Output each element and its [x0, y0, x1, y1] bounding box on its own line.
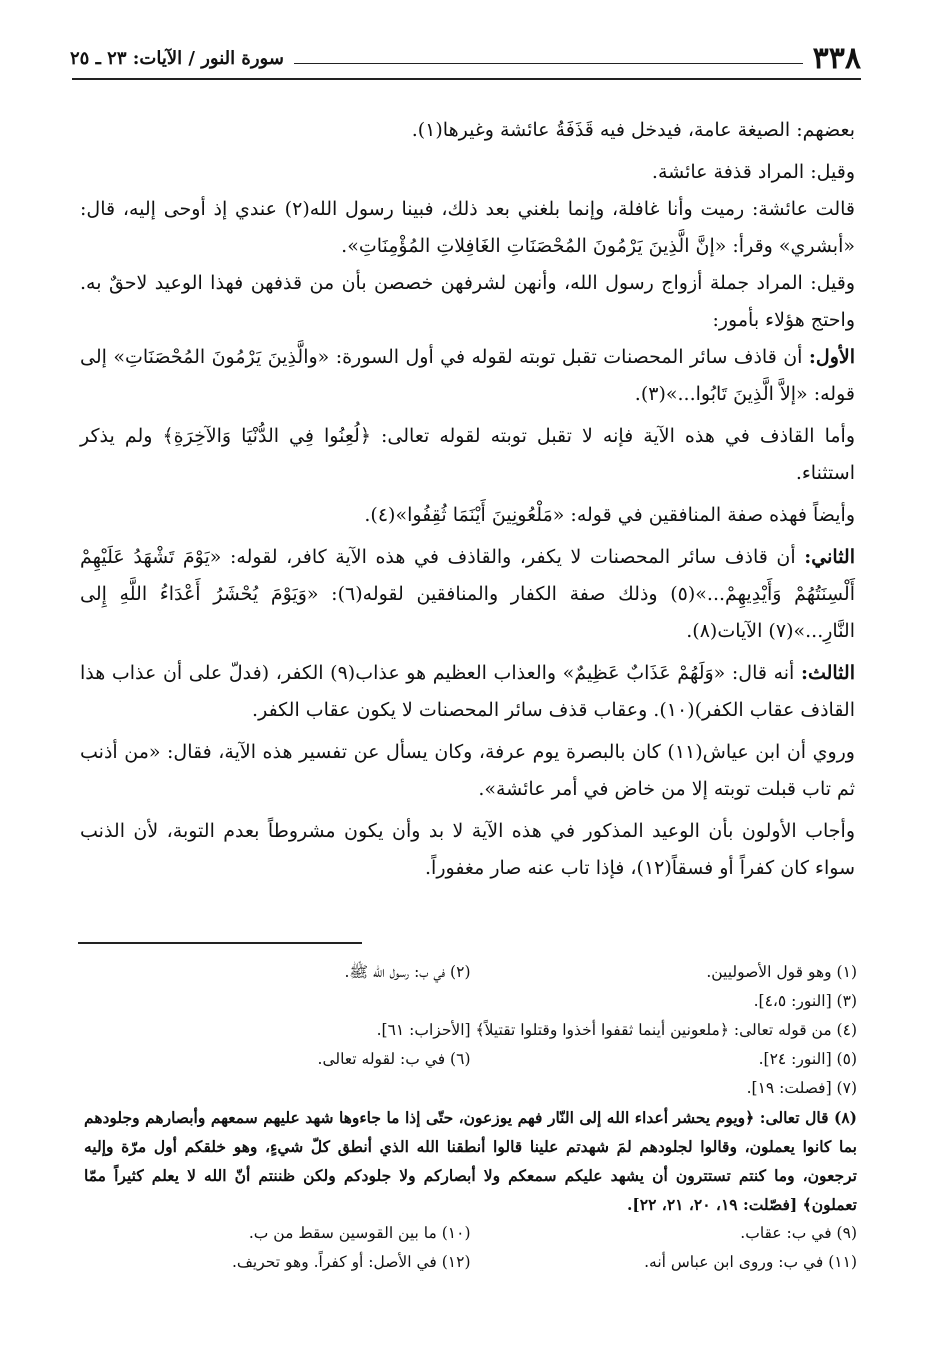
paragraph-1: بعضهم: الصيغة عامة، فيدخل فيه قَذَفَةُ عائشة وغيرها(١). — [411, 119, 855, 141]
footnote-3: (٣) [النور: ٤،٥]. — [753, 992, 857, 1010]
paragraph-8-text: أن قاذف سائر المحصنات لا يكفر، والقاذف في هذه الآية كافر، لقوله: «يَوْمَ تَشْهَدُ عَلَيْهِمْ أَلْسِنَتُهُمْ وَأَيْدِيهِمْ...»(٥) وذلك صفة الكفار والمنافقين لقوله(٦): «وَيَوْمَ يُحْشَرُ أَعْدَاءُ اللَّهِ إِلى النَّارِ...»(٧) الآيات(٨). — [80, 546, 855, 642]
paragraph-5 — [80, 339, 855, 413]
footnote-12: (١٢) في الأصل: أو كفراً. وهو تحريف. — [231, 1253, 471, 1271]
footnote-9: (٩) في ب: عقاب. — [740, 1224, 857, 1242]
paragraph-2: وقيل: المراد قذفة عائشة. — [651, 161, 855, 183]
footnote-row — [84, 958, 857, 987]
paragraph-5-text: أن قاذف سائر المحصنات تقبل توبته لقوله في أول السورة: «والَّذِينَ يَرْمُونَ المُحْصَنَاتِ» إلى قوله: «إلاَّ الَّذِينَ تَابُوا...»(٣). — [80, 346, 855, 405]
footnote-11: (١١) في ب: وروى ابن عباس أنه. — [644, 1253, 857, 1271]
footnote-1: (١) وهو قول الأصوليين. — [706, 963, 857, 981]
paragraph-10: وروي أن ابن عياش(١١) كان بالبصرة يوم عرفة، وكان يسأل عن تفسير هذه الآية، فقال: «من أذنب ثم تاب قبلت توبته إلا من خاض في أمر عائشة». — [80, 741, 855, 800]
footnote-7: (٧) [فصلت: ١٩]. — [746, 1079, 857, 1097]
footnote-5: (٥) [النور: ٢٤]. — [758, 1050, 857, 1068]
paragraph-7: وأيضاً فهذه صفة المنافقين في قوله: «مَلْعُونِينَ أَيْنَمَا ثُقِفُوا»(٤). — [364, 504, 855, 526]
footnote-4: (٤) من قوله تعالى: ﴿ملعونين أينما ثقفوا أخذوا وقتلوا تقتيلاً﴾ [الأحزاب: ٦١]. — [376, 1021, 857, 1039]
footnote-row — [84, 1248, 857, 1277]
paragraph-3: قالت عائشة: رميت وأنا غافلة، وإنما بلغني بعد ذلك، فبينا رسول الله(٢) عندي إذ أوحى إليه، قال: «أبشري» وقرأ: «إنَّ الَّذِينَ يَرْمُونَ المُحْصَنَاتِ الغَافِلاتِ المُؤْمِنَاتِ». — [80, 198, 855, 257]
footnote-2: (٢) في ب: رسول الله ﷺ. — [344, 963, 471, 981]
paragraph-9 — [80, 655, 855, 729]
footnote-separator — [78, 942, 362, 944]
point-label-third: الثالث: — [800, 662, 855, 684]
page-number: ٣٣٨ — [812, 40, 861, 76]
footnote-6: (٦) في ب: لقوله تعالى. — [317, 1050, 471, 1068]
surah-title: سورة النور / الآيات: ٢٣ ـ ٢٥ — [70, 47, 284, 69]
footnote-row — [84, 1219, 857, 1248]
paragraph-6: وأما القاذف في هذه الآية فإنه لا تقبل توبته لقوله تعالى: ﴿لُعِنُوا فِي الدُّنْيَا وَالآخِرَةِ﴾ ولم يذكر استثناء. — [80, 425, 855, 484]
paragraph-11: وأجاب الأولون بأن الوعيد المذكور في هذه الآية لا بد وأن يكون مشروطاً بعدم التوبة، لأن الذنب سواء كان كفراً أو فسقاً(١٢)، فإذا تاب عنه صار مغفوراً. — [80, 820, 855, 879]
footnote-10: (١٠) ما بين القوسين سقط من ب. — [248, 1224, 471, 1242]
point-label-first: الأول: — [808, 346, 855, 368]
main-text — [80, 112, 855, 887]
footnote-8: (٨) قال تعالى: ﴿ويوم يحشر أعداء الله إلى النّار فهم يوزعون، حتّى إذا ما جاءوها شهد عليهم سمعهم وأبصارهم وجلودهم بما كانوا يعملون، وقالوا لجلودهم لمَ شهدتم علينا قالوا أنطقنا الله الذي أنطق كلّ شيءٍ، وهو خلقكم أول مرّة وإليه ترجعون، وما كنتم تستترون أن يشهد عليكم سمعكم ولا أبصاركم ولا جلودكم ولكن ظننتم أنّ الله لا يعلم كثيراً ممّا تعملون﴾ [فصّلت: ١٩، ٢٠، ٢١، ٢٢]. — [84, 1108, 857, 1214]
footnote-row — [84, 1045, 857, 1074]
footnotes — [84, 958, 857, 1277]
point-label-second: الثاني: — [804, 546, 855, 568]
paragraph-8 — [80, 539, 855, 650]
header-rule-segment — [294, 63, 803, 64]
page-header — [70, 38, 861, 78]
paragraph-4: وقيل: المراد جملة أزواج رسول الله، وأنهن لشرفهن خصصن بأن من قذفهن فهذا الوعيد لاحقٌ به. واحتج هؤلاء بأمور: — [80, 272, 855, 331]
paragraph-9-text: أنه قال: «وَلَهُمْ عَذَابٌ عَظِيمٌ» والعذاب العظيم هو عذاب(٩) الكفر، (فدلّ على أن عذاب هذا القاذف عقاب الكفر)(١٠). وعقاب قذف سائر المحصنات لا يكون عقاب الكفر. — [80, 662, 855, 721]
header-rule — [72, 78, 861, 80]
